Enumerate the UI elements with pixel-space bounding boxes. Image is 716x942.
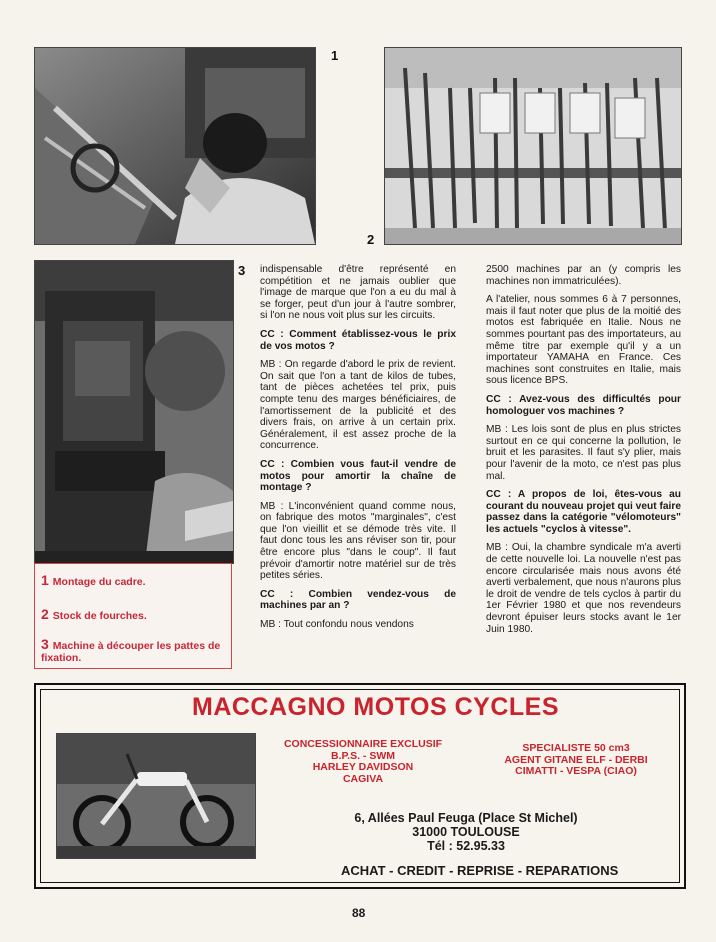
caption-text: Montage du cadre. [52,576,146,588]
caption-number: 2 [41,606,49,622]
services-line: ACHAT - CREDIT - REPRISE - REPARATIONS [341,863,619,878]
article-paragraph: MB : Les lois sont de plus en plus strictes surtout en ce qui concerne la pollution, le bruit et les parasites. Il faut s'y plier, mais pour l'avenir de la moto, ce n'est pas plus mal. [486,424,681,482]
article-paragraph: indispensable d'être représenté en compétition et ne jamais oublier que l'image de marque que l'on a eu du mal à se forger, peut d'un jour à l'autre sombrer, si l'on ne nous voit plus sur les circuits. [260,264,456,322]
article-paragraph: A l'atelier, nous sommes 6 à 7 personnes, mais il faut noter que plus de la moitié des motos est fabriquée en Italie. Nous ne sommes pourtant pas des importateurs, au même titre par exemple qu'il y a un importateur YAMAHA en France. Ces machines sont construites en Italie, mais sous licence BPS. [486,294,681,387]
caption-text: Stock de fourches. [52,610,147,622]
motorcycle-photo-frame [56,733,256,859]
shop-address [326,811,606,853]
photo-number-2: 2 [367,232,375,247]
interview-question: CC : A propos de loi, êtes-vous au courant du nouveau projet qui veut faire passez dans la catégorie "vélomoteurs" les actuels "cyclos à vitesse". [486,489,681,535]
caption-text: Machine à découper les pattes de fixation. [41,640,221,664]
caption-number: 1 [41,572,49,588]
article-paragraph: MB : L'inconvénient quand comme nous, on fabrique des motos "marginales", c'est que l'on vieillit et se démode très vite. Il faut donc tous les ans réviser son tir, pour être encore plus "dans le coup". Il faut prévoir d'amortir notre matériel sur de très petites séries. [260,500,456,582]
article-paragraph: MB : Tout confondu nous vendons [260,619,414,631]
photo-frame-machine [34,260,234,564]
page-number: 88 [352,906,366,920]
article-paragraph: MB : On regarde d'abord le prix de revient. On sait que l'on a tant de kilos de tubes, tant de pièces achetées tel prix, puis compte tenu des marges bénéficiaires, de l'amortissement de la publicité et des divers frais, on arrive à un certain prix. Généralement, il est assez proche de la concurrence. [260,359,456,452]
article-paragraph: MB : Oui, la chambre syndicale m'a averti de cette nouvelle loi. La nouvelle n'est pas encore circularisée mais nous avons été averti verbalement, que nous n'aurons plus le droit de vendre de tels cyclos à partir du 1er Février 1980 et que nos revendeurs devront épuiser leurs stocks avant le 1er Juin 1980. [486,542,681,635]
photo-number-3: 3 [238,263,246,278]
photo-frame-welding [34,47,316,245]
dealer-brands-block [268,739,458,785]
specialist-line: CIMATTI - VESPA (CIAO) [515,765,637,777]
interview-question: CC : Avez-vous des difficultés pour homologuer vos machines ? [486,393,681,417]
specialist-line: SPECIALISTE 50 cm3 [522,742,630,754]
article-column-right [486,264,681,642]
address-phone: Tél : 52.95.33 [427,839,505,853]
forks-photo [385,48,681,244]
article-paragraph: 2500 machines par an (y compris les machines non immatriculées). [486,264,681,287]
dealer-line: B.P.S. - SWM [331,749,395,762]
interview-question: CC : Combien vous faut-il vendre de motos pour amortir la chaîne de montage ? [260,458,456,494]
photo-number-1: 1 [331,48,339,63]
welding-photo [35,48,315,244]
dealer-line: HARLEY DAVIDSON [312,761,414,773]
caption-number: 3 [41,636,49,652]
address-street: 6, Allées Paul Feuga (Place St Michel) [354,811,578,825]
address-city: 31000 TOULOUSE [412,825,520,839]
photo-frame-forks [384,47,682,245]
article-column-left [260,264,456,638]
motorcycle-photo [57,734,255,858]
ad-title: MACCAGNO MOTOS CYCLES [192,693,559,721]
machine-photo [35,261,233,563]
advertisement [34,683,686,889]
interview-question: CC : Comment établissez-vous le prix de vos motos ? [260,328,456,352]
caption-2 [41,606,225,622]
caption-1 [41,572,225,588]
dealer-line: CONCESSIONNAIRE EXCLUSIF [283,738,443,750]
interview-question: CC : Combien vendez-vous de machines par an ? [260,588,456,612]
caption-3 [41,638,225,664]
caption-box [34,563,232,669]
specialist-line: AGENT GITANE ELF - DERBI [504,753,648,766]
dealer-line: CAGIVA [342,772,384,785]
specialist-block [476,743,676,778]
